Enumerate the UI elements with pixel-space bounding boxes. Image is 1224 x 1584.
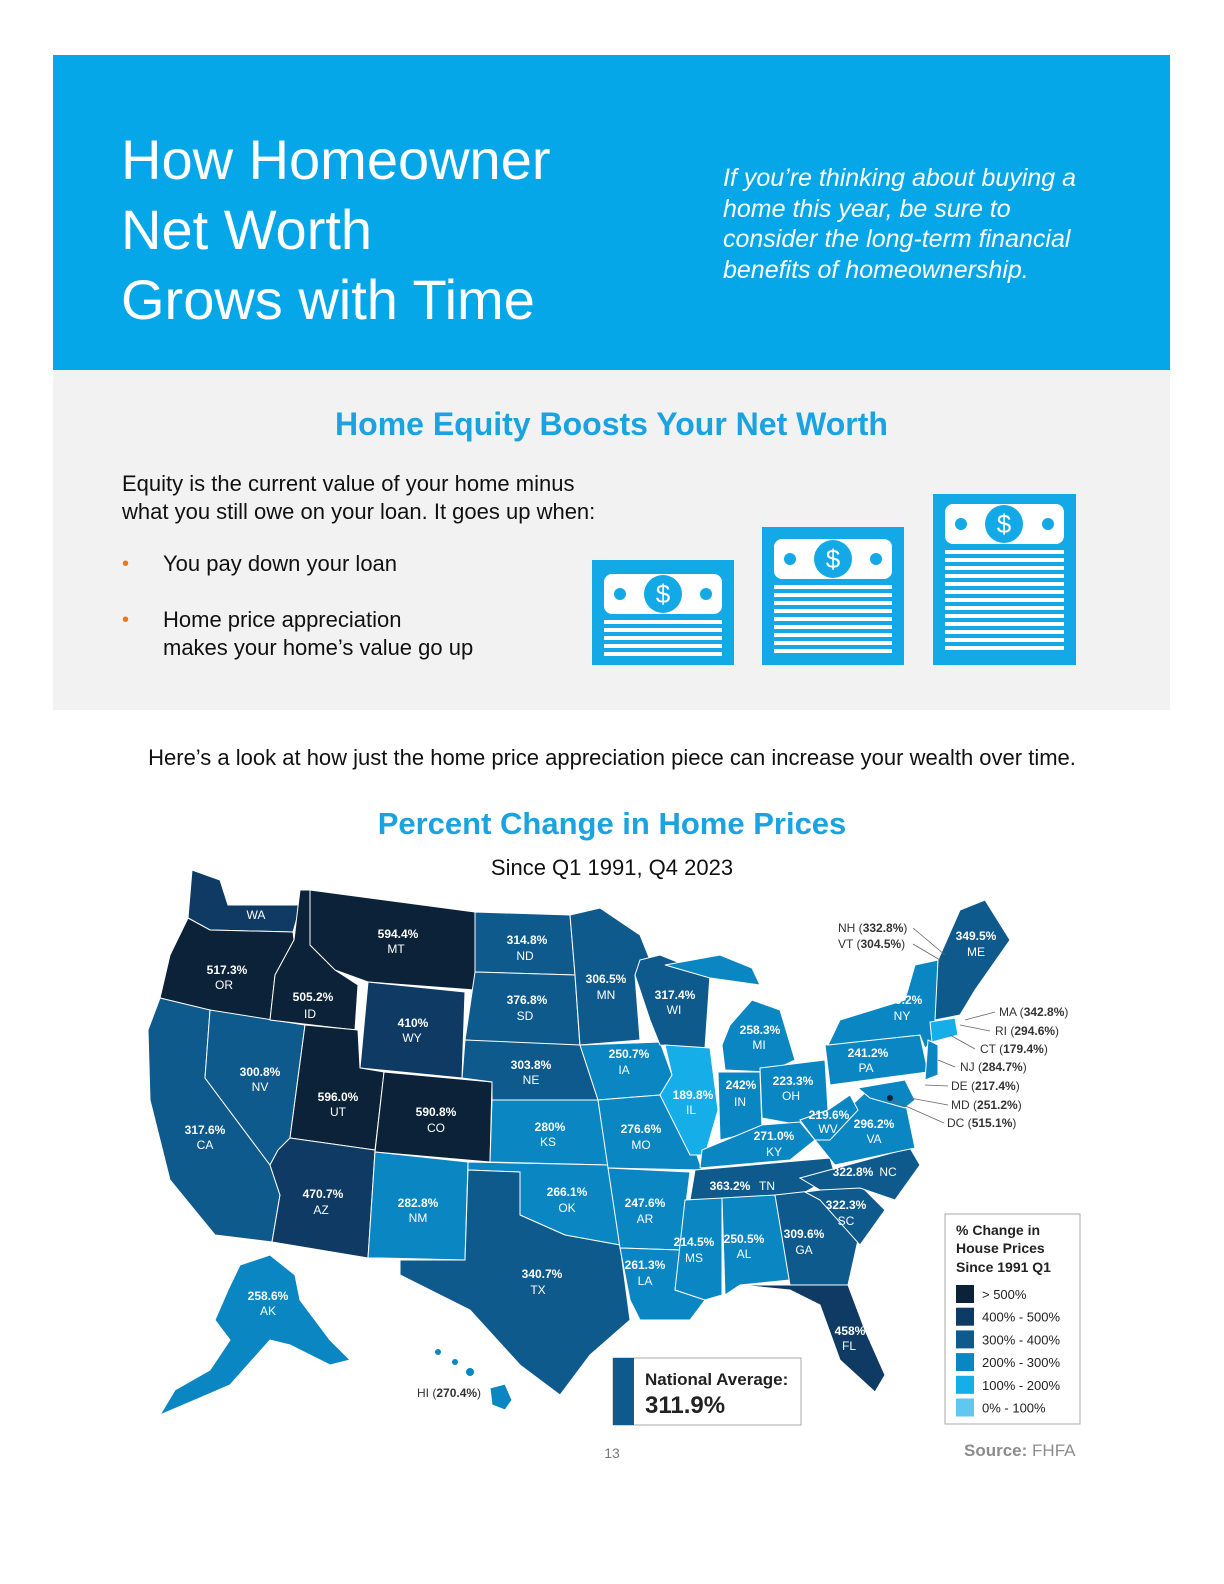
svg-text:189.8%: 189.8% bbox=[672, 1088, 714, 1102]
subtitle-line: home this year, be sure to bbox=[723, 194, 1011, 223]
svg-text:AK: AK bbox=[259, 1304, 277, 1318]
callout-line bbox=[925, 1085, 948, 1086]
callout-line bbox=[913, 944, 940, 960]
svg-text:505.2%: 505.2% bbox=[292, 990, 334, 1004]
legend-swatch bbox=[956, 1285, 974, 1303]
svg-text:MI: MI bbox=[752, 1038, 766, 1052]
callout-line bbox=[938, 1060, 955, 1067]
state-shape-CT bbox=[930, 1018, 958, 1042]
legend-label: 200% - 300% bbox=[982, 1355, 1061, 1371]
bullet-text: Home price appreciation bbox=[163, 607, 402, 632]
legend-label: 400% - 500% bbox=[982, 1309, 1061, 1325]
map-legend bbox=[945, 1214, 1080, 1424]
svg-text:NY: NY bbox=[893, 1009, 911, 1023]
callout-MA: MA (342.8%) bbox=[999, 1005, 1069, 1019]
dollar-sign: $ bbox=[655, 579, 671, 609]
svg-text:276.6%: 276.6% bbox=[620, 1122, 662, 1136]
svg-text:296.2%: 296.2% bbox=[853, 1117, 895, 1131]
equity-heading: Home Equity Boosts Your Net Worth bbox=[335, 406, 888, 442]
svg-text:VA: VA bbox=[866, 1132, 882, 1146]
svg-text:TN: TN bbox=[759, 1179, 775, 1193]
state-shape-New-England bbox=[935, 900, 1010, 1020]
svg-text:AZ: AZ bbox=[313, 1203, 329, 1217]
svg-text:WI: WI bbox=[666, 1003, 682, 1017]
svg-text:CO: CO bbox=[427, 1121, 445, 1135]
national-average-label: National Average: bbox=[645, 1370, 789, 1389]
svg-text:322.8%: 322.8% bbox=[832, 1165, 874, 1179]
definition-line: what you still owe on your loan. It goes up when: bbox=[122, 499, 596, 524]
svg-text:303.8%: 303.8% bbox=[510, 1058, 552, 1072]
intro-sentence: Here’s a look at how just the home price appreciation piece can increase your wealth over time. bbox=[148, 745, 1076, 770]
svg-text:IA: IA bbox=[618, 1063, 630, 1077]
title-line: Net Worth bbox=[121, 198, 373, 261]
title-line: How Homeowner bbox=[121, 128, 551, 191]
svg-text:WY: WY bbox=[402, 1031, 422, 1045]
svg-text:266.1%: 266.1% bbox=[546, 1185, 588, 1199]
legend-swatch bbox=[956, 1399, 974, 1417]
definition-line: Equity is the current value of your home minus bbox=[122, 471, 575, 496]
callout-CT: CT (179.4%) bbox=[980, 1042, 1048, 1056]
state-shape-WY bbox=[360, 982, 465, 1078]
callout-MD: MD (251.2%) bbox=[951, 1098, 1022, 1112]
svg-text:458%: 458% bbox=[834, 1324, 866, 1338]
svg-text:FL: FL bbox=[841, 1339, 857, 1353]
svg-text:HI (270.4%): HI (270.4%) bbox=[417, 1386, 482, 1400]
svg-text:280%: 280% bbox=[534, 1120, 566, 1134]
svg-text:CA: CA bbox=[196, 1138, 214, 1152]
legend-label: 100% - 200% bbox=[982, 1377, 1061, 1393]
svg-text:TX: TX bbox=[530, 1283, 546, 1297]
svg-text:GA: GA bbox=[795, 1243, 813, 1257]
svg-text:WV: WV bbox=[818, 1122, 838, 1136]
svg-text:300.8%: 300.8% bbox=[239, 1065, 281, 1079]
svg-text:NE: NE bbox=[522, 1073, 540, 1087]
state-shape-HI bbox=[490, 1384, 512, 1410]
svg-text:322.3%: 322.3% bbox=[825, 1198, 867, 1212]
svg-text:317.4%: 317.4% bbox=[654, 988, 696, 1002]
svg-text:363.2%: 363.2% bbox=[709, 1179, 751, 1193]
legend-label: 300% - 400% bbox=[982, 1332, 1061, 1348]
svg-text:WA: WA bbox=[246, 908, 266, 922]
svg-text:214.5%: 214.5% bbox=[673, 1235, 715, 1249]
svg-text:219.6%: 219.6% bbox=[808, 1108, 850, 1122]
callout-NJ: NJ (284.7%) bbox=[960, 1060, 1027, 1074]
legend-swatch bbox=[956, 1353, 974, 1371]
bullet-marker: • bbox=[122, 609, 130, 631]
callout-NH: NH (332.8%) bbox=[838, 921, 908, 935]
svg-text:223.3%: 223.3% bbox=[772, 1074, 814, 1088]
legend-label: > 500% bbox=[982, 1287, 1027, 1302]
national-average-value: 311.9% bbox=[645, 1392, 726, 1419]
svg-text:KS: KS bbox=[539, 1135, 557, 1149]
state-label-NC bbox=[833, 1165, 897, 1179]
bullet-text: You pay down your loan bbox=[163, 551, 398, 576]
svg-text:SC: SC bbox=[837, 1214, 855, 1228]
svg-text:LA: LA bbox=[637, 1274, 653, 1288]
callout-RI: RI (294.6%) bbox=[995, 1024, 1060, 1038]
legend-swatch bbox=[956, 1308, 974, 1326]
svg-text:OH: OH bbox=[782, 1089, 800, 1103]
svg-text:242%: 242% bbox=[725, 1078, 757, 1092]
svg-text:IL: IL bbox=[685, 1103, 697, 1117]
svg-text:ME: ME bbox=[967, 945, 985, 959]
legend-title-line: % Change in bbox=[956, 1222, 1041, 1238]
subtitle-line: benefits of homeownership. bbox=[723, 255, 1029, 284]
svg-text:258.6%: 258.6% bbox=[247, 1289, 289, 1303]
svg-text:314.8%: 314.8% bbox=[506, 933, 548, 947]
dollar-sign: $ bbox=[996, 509, 1012, 539]
svg-text:NC: NC bbox=[879, 1165, 897, 1179]
svg-text:MS: MS bbox=[685, 1251, 703, 1265]
svg-text:594.4%: 594.4% bbox=[377, 927, 419, 941]
svg-text:250.5%: 250.5% bbox=[723, 1232, 765, 1246]
state-shape-HI-island bbox=[466, 1368, 474, 1376]
callout-VT: VT (304.5%) bbox=[838, 937, 906, 951]
svg-text:470.7%: 470.7% bbox=[302, 1187, 344, 1201]
dollar-sign: $ bbox=[825, 544, 841, 574]
svg-text:247.6%: 247.6% bbox=[624, 1196, 666, 1210]
svg-text:IN: IN bbox=[734, 1095, 746, 1109]
subtitle-line: consider the long-term financial bbox=[723, 225, 1071, 253]
page-number: 13 bbox=[604, 1445, 620, 1461]
state-label-TN bbox=[710, 1179, 775, 1193]
svg-text:376.8%: 376.8% bbox=[506, 993, 548, 1007]
svg-text:SD: SD bbox=[516, 1009, 534, 1023]
svg-text:AL: AL bbox=[736, 1247, 752, 1261]
callout-line bbox=[960, 1025, 990, 1031]
svg-text:ID: ID bbox=[304, 1007, 316, 1021]
svg-text:258.3%: 258.3% bbox=[739, 1023, 781, 1037]
state-shape-HI-island bbox=[435, 1349, 441, 1355]
callout-DE: DE (217.4%) bbox=[951, 1079, 1020, 1093]
svg-text:271.0%: 271.0% bbox=[753, 1129, 795, 1143]
svg-text:470.4%: 470.4% bbox=[235, 893, 277, 907]
callout-line bbox=[910, 1098, 948, 1105]
chart-title: Percent Change in Home Prices bbox=[377, 806, 847, 841]
source-label: Source: bbox=[964, 1441, 1028, 1460]
svg-text:349.5%: 349.5% bbox=[955, 929, 997, 943]
legend-swatch bbox=[956, 1376, 974, 1394]
svg-text:AR: AR bbox=[636, 1212, 654, 1226]
svg-text:309.6%: 309.6% bbox=[783, 1227, 825, 1241]
legend-title-line: Since 1991 Q1 bbox=[956, 1259, 1051, 1275]
svg-text:UT: UT bbox=[330, 1105, 346, 1119]
legend-swatch bbox=[956, 1330, 974, 1348]
svg-text:NV: NV bbox=[251, 1080, 269, 1094]
callout-line bbox=[913, 928, 945, 955]
legend-label: 0% - 100% bbox=[982, 1400, 1046, 1416]
legend-title-line: House Prices bbox=[956, 1240, 1045, 1256]
callout-line bbox=[965, 1012, 995, 1020]
bullet-marker: • bbox=[122, 553, 130, 575]
svg-text:410%: 410% bbox=[397, 1016, 429, 1030]
svg-text:279.2%: 279.2% bbox=[881, 993, 923, 1007]
state-shape-HI-island bbox=[452, 1359, 458, 1365]
title-line: Grows with Time bbox=[121, 268, 535, 331]
state-label-HI bbox=[417, 1386, 481, 1400]
svg-text:OR: OR bbox=[215, 978, 233, 992]
svg-text:241.2%: 241.2% bbox=[847, 1046, 889, 1060]
svg-text:PA: PA bbox=[858, 1061, 874, 1075]
svg-text:NM: NM bbox=[408, 1211, 428, 1225]
bullet-text: makes your home’s value go up bbox=[163, 635, 474, 660]
svg-text:306.5%: 306.5% bbox=[585, 972, 627, 986]
chart-subtitle: Since Q1 1991, Q4 2023 bbox=[490, 855, 734, 880]
svg-text:KY: KY bbox=[765, 1145, 783, 1159]
subtitle-line: If you’re thinking about buying a bbox=[723, 164, 1077, 192]
source-value: FHFA bbox=[1032, 1441, 1076, 1460]
svg-text:282.8%: 282.8% bbox=[397, 1196, 439, 1210]
svg-text:OK: OK bbox=[558, 1201, 576, 1215]
callout-DC: DC (515.1%) bbox=[947, 1116, 1017, 1130]
svg-text:517.3%: 517.3% bbox=[206, 963, 248, 977]
svg-text:MN: MN bbox=[596, 988, 616, 1002]
state-shape-AK bbox=[160, 1255, 350, 1415]
svg-text:250.7%: 250.7% bbox=[608, 1047, 650, 1061]
svg-text:340.7%: 340.7% bbox=[521, 1267, 563, 1281]
svg-text:590.8%: 590.8% bbox=[415, 1105, 457, 1119]
callout-line bbox=[950, 1035, 975, 1049]
svg-text:MT: MT bbox=[387, 942, 405, 956]
svg-text:317.6%: 317.6% bbox=[184, 1123, 226, 1137]
svg-text:261.3%: 261.3% bbox=[624, 1258, 666, 1272]
national-average-box bbox=[613, 1358, 801, 1425]
svg-text:ND: ND bbox=[516, 949, 534, 963]
source-credit bbox=[964, 1441, 1075, 1461]
svg-text:MO: MO bbox=[631, 1138, 651, 1152]
svg-text:596.0%: 596.0% bbox=[317, 1090, 359, 1104]
